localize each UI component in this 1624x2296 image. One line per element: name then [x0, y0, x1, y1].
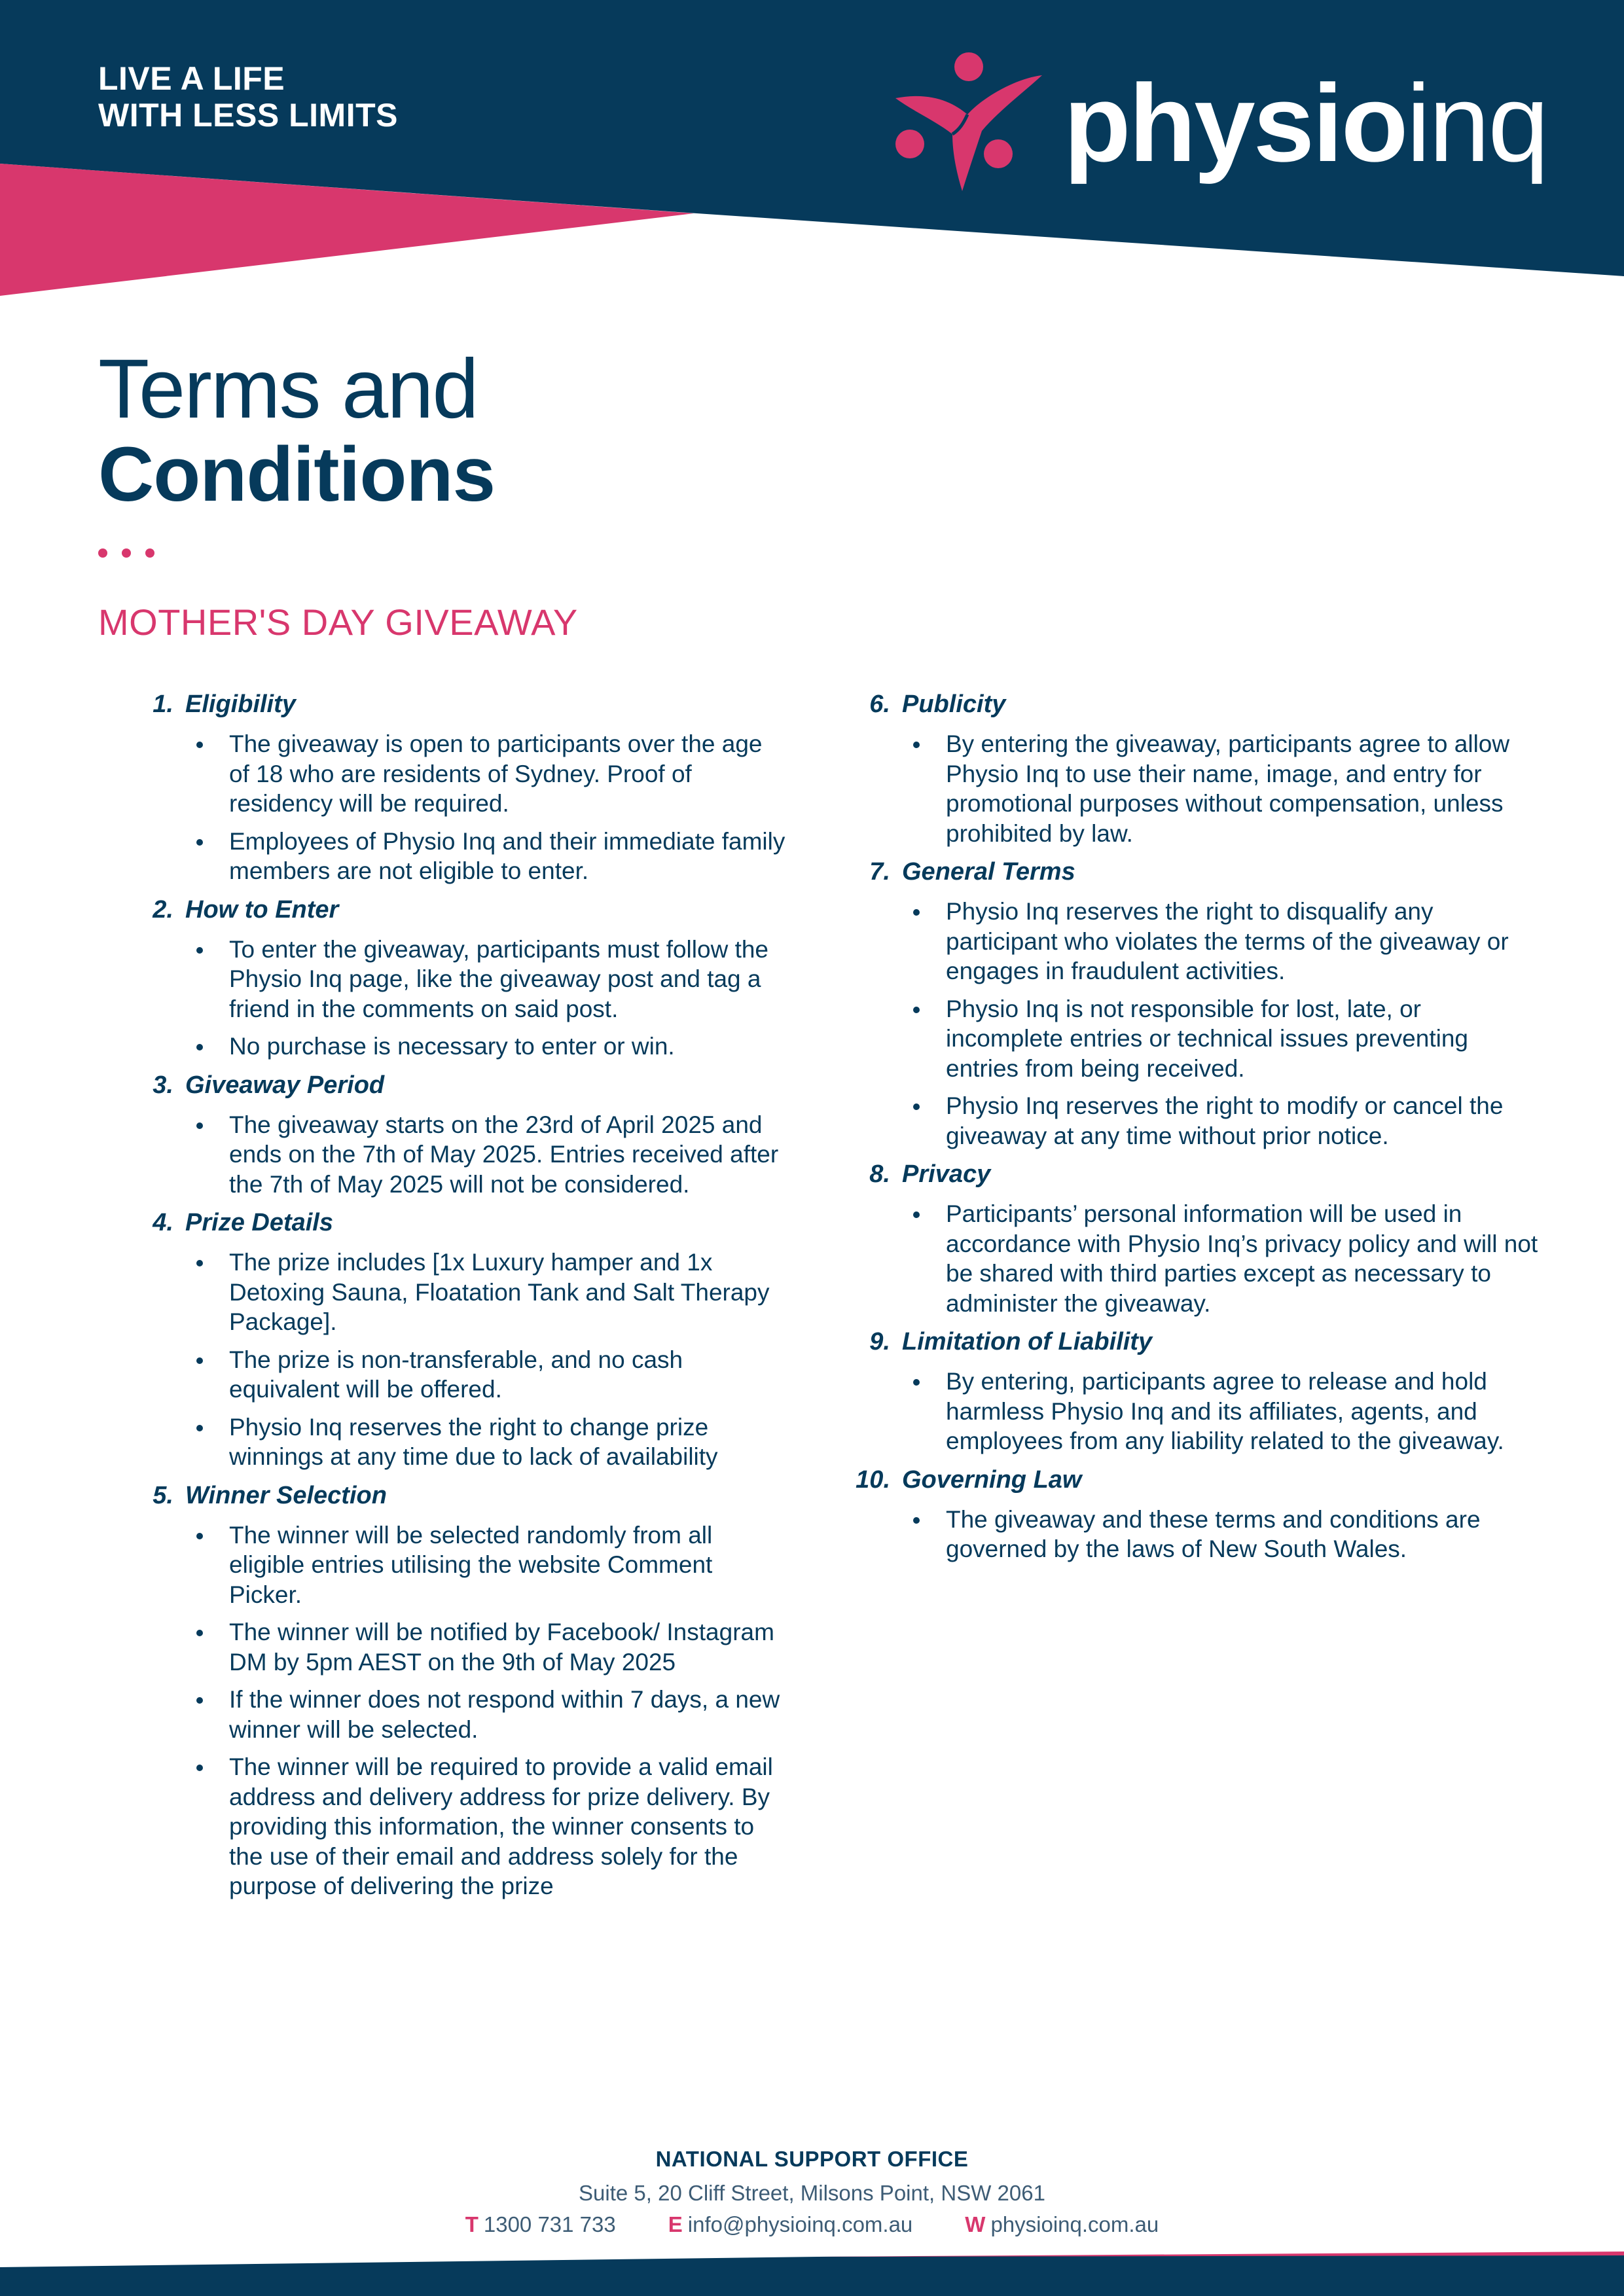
bullet-text: Physio Inq reserves the right to disqualify any participant who violates the terms of the giveaway or engages in fraudulent activities. [946, 898, 1509, 984]
section-number: 7. [869, 858, 890, 886]
title-line-2: Conditions [98, 431, 496, 518]
dot [145, 548, 154, 558]
section-number: 10. [856, 1465, 890, 1494]
bullet-text: No purchase is necessary to enter or win. [229, 1033, 675, 1060]
page-title [98, 342, 496, 518]
bullet-item [851, 1091, 1545, 1151]
section-number: 9. [869, 1328, 890, 1355]
tagline-line-1: LIVE A LIFE [98, 60, 285, 97]
footer-banner [0, 2251, 1624, 2296]
section-title: Prize Details [185, 1209, 333, 1236]
bullet-item [851, 1199, 1545, 1318]
section-title: Privacy [902, 1160, 991, 1188]
section-heading [851, 855, 1545, 889]
section-heading [134, 893, 789, 927]
web-value[interactable]: physioinq.com.au [990, 2212, 1159, 2236]
bullet-item [134, 1752, 789, 1901]
bullet-item [134, 1412, 789, 1472]
footer-website[interactable] [965, 2212, 1159, 2237]
section-heading [851, 1157, 1545, 1191]
terms-section [851, 1463, 1545, 1564]
terms-section [851, 1325, 1545, 1456]
section-bullets [134, 1110, 789, 1200]
logo-figure-icon [890, 46, 1047, 196]
bullet-item [851, 1367, 1545, 1456]
section-number: 4. [153, 1209, 173, 1236]
logo-wordmark [1064, 62, 1547, 185]
bullet-item [851, 994, 1545, 1084]
section-number: 6. [869, 691, 890, 718]
terms-section [851, 1157, 1545, 1318]
section-bullets [851, 1367, 1545, 1456]
bullet-item [851, 1505, 1545, 1564]
decorative-dots [98, 548, 154, 558]
bullet-text: The winner will be required to provide a valid email address and delivery address for prize delivery. By providing this information, the winner consents to the use of their email and address solely for the purpose of delivering the prize [229, 1753, 773, 1899]
section-bullets [134, 1247, 789, 1472]
logo-word-bold: physio [1064, 62, 1407, 185]
dot [98, 548, 107, 558]
bullet-text: The giveaway and these terms and conditions are governed by the laws of New South Wales. [946, 1505, 1481, 1562]
footer-office: NATIONAL SUPPORT OFFICE [655, 2147, 969, 2171]
bullet-text: Employees of Physio Inq and their immediate family members are not eligible to enter. [229, 827, 785, 884]
bullet-item [134, 1110, 789, 1200]
bullet-item [851, 897, 1545, 986]
section-number: 1. [153, 691, 173, 718]
section-number: 3. [153, 1071, 173, 1099]
terms-section [134, 1206, 789, 1472]
section-heading [134, 1479, 789, 1513]
bullet-item [134, 935, 789, 1024]
section-number: 8. [869, 1160, 890, 1188]
bullet-text: To enter the giveaway, participants must follow the Physio Inq page, like the giveaway post and tag a friend in the comments on said post. [229, 935, 769, 1022]
section-title: Giveaway Period [185, 1071, 385, 1099]
section-title: How to Enter [185, 895, 339, 924]
physioinq-logo [890, 46, 1547, 203]
bullet-item [134, 827, 789, 886]
bullet-text: The winner will be selected randomly from all eligible entries utilising the website Comment Picker. [229, 1521, 713, 1608]
terms-section [134, 893, 789, 1062]
section-heading [851, 1325, 1545, 1359]
bullet-text: The prize is non-transferable, and no cash equivalent will be offered. [229, 1346, 683, 1403]
footer-contacts [0, 2212, 1624, 2237]
terms-section [134, 687, 789, 886]
footer-email[interactable] [668, 2212, 913, 2237]
section-bullets [851, 897, 1545, 1151]
web-label: W [965, 2212, 986, 2236]
section-heading [134, 1068, 789, 1102]
section-bullets [851, 1505, 1545, 1564]
section-heading [134, 687, 789, 721]
bullet-item [134, 1345, 789, 1405]
footer-address: Suite 5, 20 Cliff Street, Milsons Point, NSW 2061 [579, 2181, 1045, 2205]
bullet-item [134, 729, 789, 819]
title-line-1: Terms and [98, 342, 478, 436]
section-title: General Terms [902, 858, 1075, 886]
terms-column-right [851, 687, 1545, 1571]
giveaway-heading: MOTHER'S DAY GIVEAWAY [98, 601, 578, 643]
terms-section [851, 855, 1545, 1151]
section-bullets [851, 1199, 1545, 1318]
section-heading [134, 1206, 789, 1240]
section-title: Limitation of Liability [902, 1328, 1153, 1355]
email-label: E [668, 2212, 683, 2236]
section-bullets [134, 1520, 789, 1901]
tagline [98, 60, 398, 134]
bullet-text: The winner will be notified by Facebook/ Instagram DM by 5pm AEST on the 9th of May 2025 [229, 1619, 774, 1676]
logo-word-light: inq [1406, 62, 1547, 185]
section-bullets [134, 729, 789, 886]
section-bullets [134, 935, 789, 1062]
terms-section [851, 687, 1545, 848]
email-value[interactable]: info@physioinq.com.au [687, 2212, 913, 2236]
footer-phone [465, 2212, 616, 2237]
terms-section [134, 1479, 789, 1901]
bullet-text: Physio Inq reserves the right to modify or cancel the giveaway at any time without prior notice. [946, 1092, 1504, 1149]
phone-value: 1300 731 733 [483, 2212, 616, 2236]
section-bullets [851, 729, 1545, 848]
bullet-item [134, 1247, 789, 1337]
footer [0, 2147, 1624, 2237]
bullet-item [134, 1617, 789, 1677]
bullet-text: Physio Inq reserves the right to change prize winnings at any time due to lack of availability [229, 1413, 718, 1470]
bullet-text: Participants’ personal information will be used in accordance with Physio Inq’s privacy policy and will not be shared with third parties except as necessary to administer the giveaway. [946, 1200, 1538, 1317]
bullet-item [134, 1031, 789, 1062]
dot [122, 548, 131, 558]
section-number: 5. [153, 1481, 173, 1509]
section-number: 2. [153, 895, 173, 924]
bullet-text: By entering the giveaway, participants agree to allow Physio Inq to use their name, image, and entry for promotional purposes without compensation, unless prohibited by law. [946, 730, 1510, 847]
bullet-text: Physio Inq is not responsible for lost, late, or incomplete entries or technical issues preventing entries from being received. [946, 995, 1468, 1082]
section-title: Governing Law [902, 1465, 1082, 1494]
bullet-text: By entering, participants agree to release and hold harmless Physio Inq and its affiliates, agents, and employees from any liability related to the giveaway. [946, 1368, 1504, 1454]
phone-label: T [465, 2212, 478, 2236]
bullet-text: If the winner does not respond within 7 days, a new winner will be selected. [229, 1686, 780, 1743]
tagline-line-2: WITH LESS LIMITS [98, 97, 398, 134]
bullet-item [134, 1520, 789, 1610]
section-heading [851, 687, 1545, 721]
terms-section [134, 1068, 789, 1200]
bullet-text: The giveaway is open to participants over the age of 18 who are residents of Sydney. Proof of residency will be required. [229, 730, 763, 817]
bullet-item [851, 729, 1545, 848]
section-title: Winner Selection [185, 1481, 387, 1509]
bullet-text: The giveaway starts on the 23rd of April 2025 and ends on the 7th of May 2025. Entries received after the 7th of May 2025 will not be considered. [229, 1111, 779, 1198]
terms-column-left [134, 687, 789, 1908]
bullet-text: The prize includes [1x Luxury hamper and 1x Detoxing Sauna, Floatation Tank and Salt Therapy Package]. [229, 1249, 770, 1335]
section-title: Publicity [902, 691, 1006, 718]
section-heading [851, 1463, 1545, 1497]
bullet-item [134, 1685, 789, 1744]
section-title: Eligibility [185, 691, 296, 718]
